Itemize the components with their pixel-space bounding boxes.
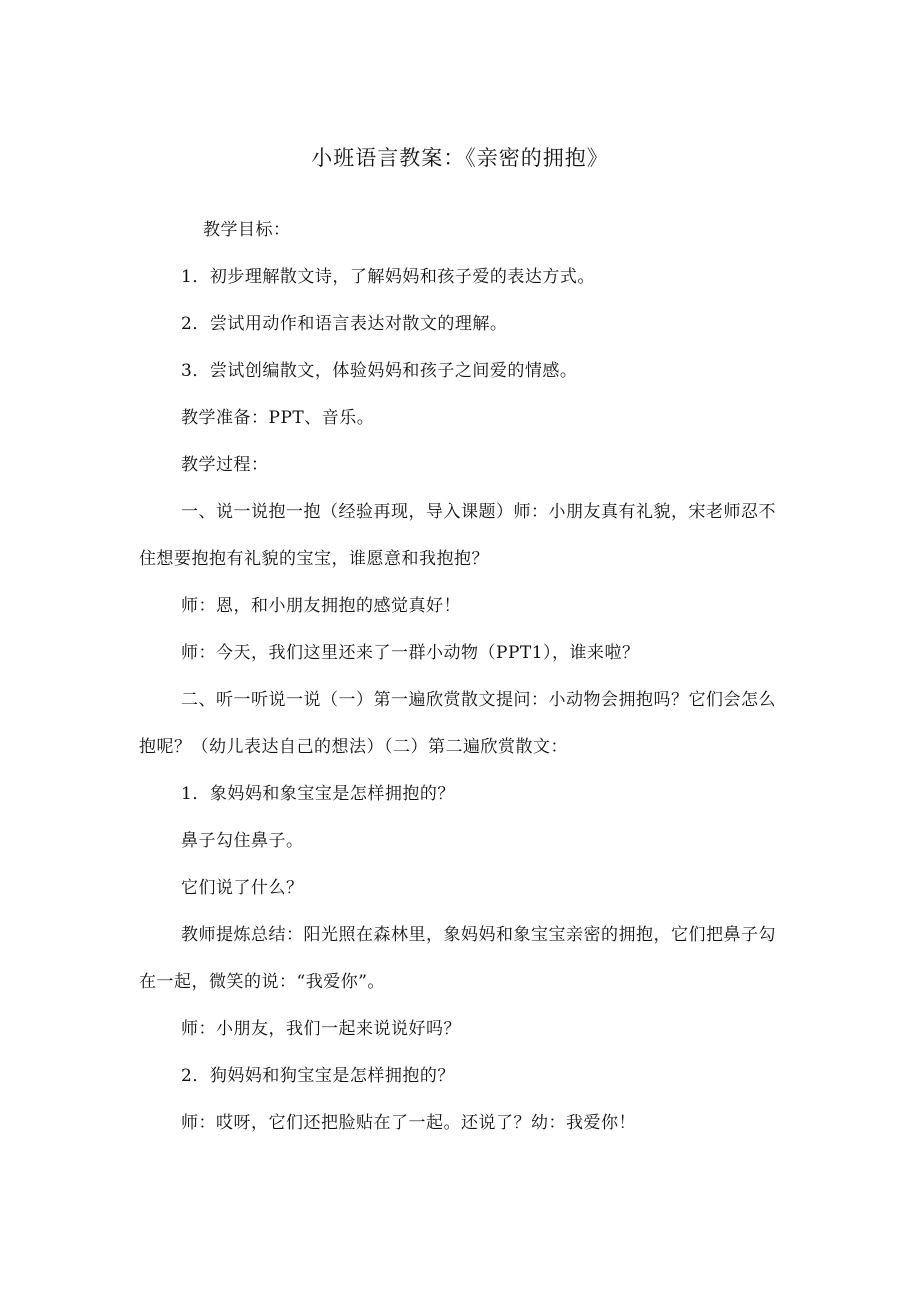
paragraph-teaching-goals-heading: 教学目标： [203,220,291,240]
paragraph-preparation: 教学准备：PPT、音乐。 [181,408,375,428]
paragraph-teacher-line-2: 师：今天，我们这里还来了一群小动物（PPT1），谁来啦？ [181,643,640,663]
document-title: 小班语言教案：《亲密的拥抱》 [311,146,609,170]
paragraph-section-2: 二、听一听说一说（一）第一遍欣赏散文提问：小动物会拥抱吗？它们会怎么抱呢？（幼儿表达自己的想法）（二）第二遍欣赏散文： [139,690,776,757]
paragraph-section-1: 一、说一说抱一抱（经验再现，导入课题）师：小朋友真有礼貌，宋老师忍不住想要抱抱有礼貌的宝宝，谁愿意和我抱抱？ [139,502,776,569]
paragraph-goal-3: 3．尝试创编散文，体验妈妈和孩子之间爱的情感。 [181,361,578,381]
paragraph-teacher-line-1: 师：恩，和小朋友拥抱的感觉真好！ [181,596,461,616]
paragraph-summary: 教师提炼总结：阳光照在森林里，象妈妈和象宝宝亲密的拥抱，它们把鼻子勾在一起，微笑的说：“我爱你”。 [139,925,776,992]
paragraph-goal-1: 1．初步理解散文诗，了解妈妈和孩子爱的表达方式。 [181,267,595,287]
paragraph-answer-1: 鼻子勾住鼻子。 [181,831,304,851]
paragraph-question-1b: 它们说了什么？ [181,878,304,898]
paragraph-process-heading: 教学过程： [181,455,269,475]
paragraph-question-2: 2．狗妈妈和狗宝宝是怎样拥抱的？ [181,1066,455,1086]
paragraph-question-1: 1．象妈妈和象宝宝是怎样拥抱的？ [181,784,455,804]
paragraph-teacher-line-3: 师：小朋友，我们一起来说说好吗？ [181,1019,461,1039]
paragraph-goal-2: 2．尝试用动作和语言表达对散文的理解。 [181,314,508,334]
document-body [139,207,779,1147]
paragraph-teacher-line-4: 师：哎呀，它们还把脸贴在了一起。还说了？幼：我爱你！ [181,1113,636,1133]
